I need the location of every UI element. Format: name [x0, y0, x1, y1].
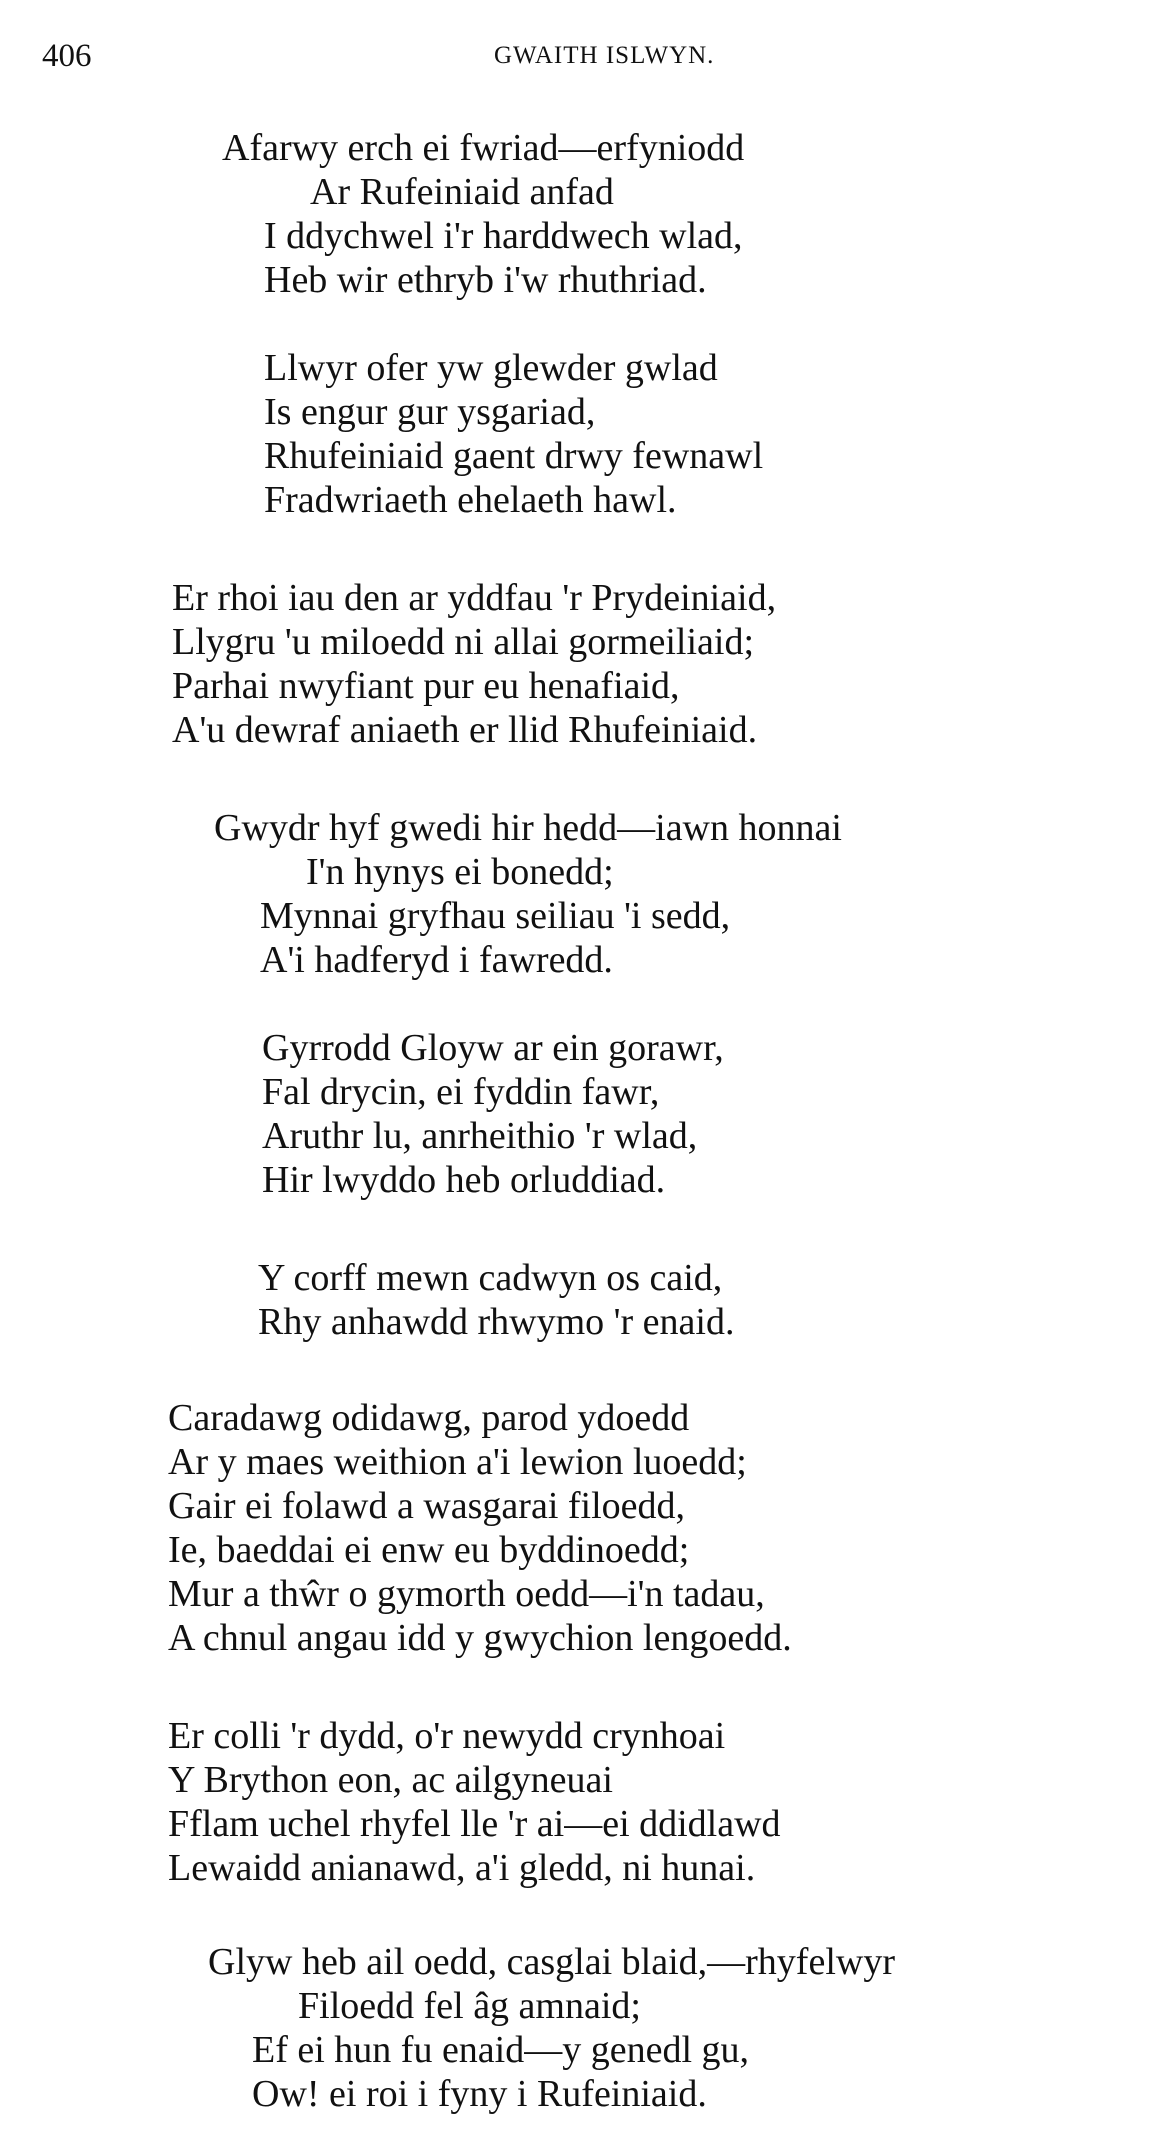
verse-line: Mynnai gryfhau seiliau 'i sedd, [260, 895, 731, 937]
verse-line: Afarwy erch ei fwriad—erfyniodd [222, 127, 745, 169]
verse-line: Gair ei folawd a wasgarai filoedd, [168, 1485, 686, 1527]
verse-line: Is engur gur ysgariad, [264, 391, 596, 433]
verse-line: Er colli 'r dydd, o'r newydd crynhoai [168, 1715, 726, 1757]
verse-line: Y Brython eon, ac ailgyneuai [168, 1759, 613, 1801]
verse-line: Ar y maes weithion a'i lewion luoedd; [168, 1441, 747, 1483]
verse-line: Y corff mewn cadwyn os caid, [258, 1257, 723, 1299]
verse-line: I'n hynys ei bonedd; [306, 851, 614, 893]
verse-line: Gwydr hyf gwedi hir hedd—iawn honnai [214, 807, 842, 849]
verse-line: Parhai nwyfiant pur eu henafiaid, [172, 665, 680, 707]
verse-line: Ow! ei roi i fyny i Rufeiniaid. [252, 2073, 707, 2115]
verse-line: Fradwriaeth ehelaeth hawl. [264, 479, 677, 521]
verse-line: Filoedd fel âg amnaid; [298, 1985, 641, 2027]
running-title: GWAITH ISLWYN. [494, 42, 715, 69]
verse-line: Caradawg odidawg, parod ydoedd [168, 1397, 690, 1439]
verse-line: Gyrrodd Gloyw ar ein gorawr, [262, 1027, 724, 1069]
verse-line: I ddychwel i'r harddwech wlad, [264, 215, 743, 257]
verse-line: Rhufeiniaid gaent drwy fewnawl [264, 435, 764, 477]
verse-line: Hir lwyddo heb orluddiad. [262, 1159, 666, 1201]
verse-line: Aruthr lu, anrheithio 'r wlad, [262, 1115, 698, 1157]
verse-line: Ie, baeddai ei enw eu byddinoedd; [168, 1529, 690, 1571]
verse-line: Rhy anhawdd rhwymo 'r enaid. [258, 1301, 735, 1343]
verse-line: Lewaidd anianawd, a'i gledd, ni hunai. [168, 1847, 756, 1889]
verse-line: A chnul angau idd y gwychion lengoedd. [168, 1617, 792, 1659]
verse-line: Llwyr ofer yw glewder gwlad [264, 347, 718, 389]
verse-line: A'u dewraf aniaeth er llid Rhufeiniaid. [172, 709, 758, 751]
verse-line: Heb wir ethryb i'w rhuthriad. [264, 259, 707, 301]
page-header [0, 38, 1150, 78]
verse-line: Glyw heb ail oedd, casglai blaid,—rhyfelwyr [208, 1941, 895, 1983]
verse-line: Llygru 'u miloedd ni allai gormeiliaid; [172, 621, 755, 663]
verse-line: Ar Rufeiniaid anfad [310, 171, 614, 213]
page-number: 406 [42, 38, 92, 74]
verse-line: Fflam uchel rhyfel lle 'r ai—ei ddidlawd [168, 1803, 781, 1845]
verse-line: A'i hadferyd i fawredd. [260, 939, 613, 981]
verse-line: Fal drycin, ei fyddin fawr, [262, 1071, 660, 1113]
verse-line: Ef ei hun fu enaid—y genedl gu, [252, 2029, 750, 2071]
verse-line: Er rhoi iau den ar yddfau 'r Prydeiniaid, [172, 577, 777, 619]
verse-line: Mur a thŵr o gymorth oedd—i'n tadau, [168, 1573, 765, 1615]
